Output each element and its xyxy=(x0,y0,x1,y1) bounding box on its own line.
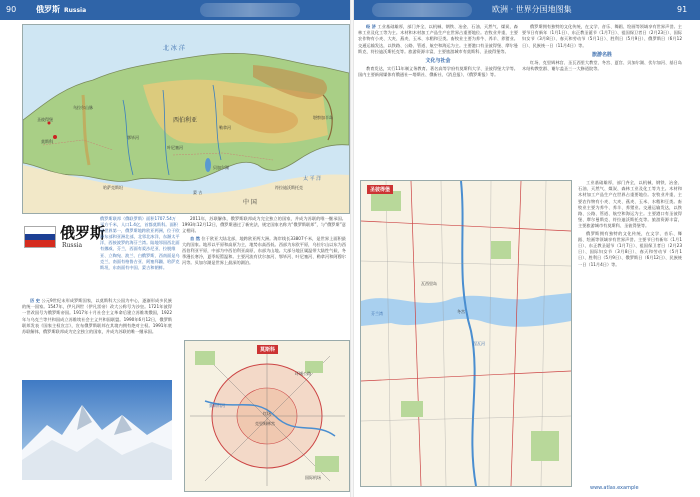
left-page-title xyxy=(36,4,86,17)
sidebar-text-1: 工业基础雄厚，部门齐全，以机械、钢铁、冶金、石油、天然气、煤炭、森林工业及化工等为主。木材和木材加工产品生产在世界占重要地位。农牧业并重，主要农作物有小麦、大麦、燕麦、玉米、水稻和豆类。畜牧业主要为养牛、养羊、养猪业。交通运输发达，以铁路、公路、管道、航空和海运为主。主要港口有圣彼得堡、摩尔曼斯克、符拉迪沃斯托克等。旅游资源丰富，主要旅游城市有莫斯科、圣彼得堡等。 xyxy=(578,180,682,229)
moscow-label-kremlin[interactable]: 克里姆林宫 xyxy=(255,421,275,426)
stpete-label-vasilievsky[interactable]: 瓦西里岛 xyxy=(421,281,437,286)
map-label-kazakhstan: 哈萨克斯坦 xyxy=(103,185,123,190)
map-label-mongolia: 蒙 古 xyxy=(193,190,203,195)
right-sidebar-text xyxy=(578,180,682,480)
moscow-region-map[interactable] xyxy=(184,340,350,492)
country-name-en: Russia xyxy=(62,242,83,249)
header-world-map-decoration-right xyxy=(372,3,472,17)
right-page-number: 91 xyxy=(677,5,688,14)
moscow-map-title: 莫斯科 xyxy=(257,345,278,354)
moscow-label-red-square[interactable]: 红场 xyxy=(263,411,271,416)
map-label-st-petersburg[interactable]: 圣彼得堡 xyxy=(37,117,53,122)
stpete-label-neva: 涅瓦河 xyxy=(473,341,485,346)
left-text-column-1 xyxy=(22,298,172,378)
left-text-column-2 xyxy=(182,216,346,286)
economy-text: 工业基础雄厚，部门齐全，以机械、钢铁、冶金、石油、天然气、煤炭、森林工业及化工等为主。木材和木材加工产品生产在世界占重要地位。农牧业并重，主要农作物有小麦、大麦、燕麦、玉米、水稻和豆类。畜牧业主要为养牛、养羊、养猪业。交通运输发达，以铁路、公路、管道、航空和海运为主。主要港口有圣彼得堡、摩尔曼斯克、符拉迪沃斯托克等。旅游资源丰富，主要旅游城市有莫斯科、圣彼得堡等。 xyxy=(358,24,518,54)
tourism-text: 红场、克里姆林宫、圣瓦西里大教堂、冬宫、夏宫、贝加尔湖、伏尔加河、基日岛木结构教堂群、谢尔盖圣三一大修道院等。 xyxy=(522,60,682,72)
left-page-number: 90 xyxy=(6,5,17,14)
country-infobox: 俄罗斯联邦（俄联罗斯）面积1707.54万平方千米，人口1.4亿，首都莫斯科。面积居世界第一，俄罗斯地跨欧亚两洲，位于欧洲东部和亚洲北部，北邻北冰洋，东濒太平洋，西接波罗的海芬兰湾。陆地邻国西北面有挪威、芬兰，西面有爱沙尼亚、拉脱维亚、立陶宛、波兰、白俄罗斯，西南面是乌克兰，南面有格鲁吉亚、阿塞拜疆、哈萨克斯坦，东南面有中国、蒙古和朝鲜。 xyxy=(100,216,180,270)
map-label-kamchatka: 堪察加半岛 xyxy=(313,115,333,120)
title-cn: 俄罗斯 xyxy=(36,5,60,14)
book-gutter xyxy=(350,0,354,497)
russia-physical-map[interactable] xyxy=(22,24,350,214)
nature-text: 位于欧亚大陆北部，地跨欧亚两大洲。海岸线长33807千米，是世界上面积最大的国家。地形以平原和高原为主，地势东高西低。西部为东欧平原，乌拉尔山以东为西西伯利亚平原，中部为中西伯利亚高原，东部为山地。大部分地区属温带大陆性气候，冬季漫长寒冷，夏季短暂温和。主要河流有伏尔加河、鄂毕河、叶尼塞河、勒拿河和阿穆尔河等。贝加尔湖是世界上最深的湖泊。 xyxy=(182,235,346,266)
st-petersburg-map-title: 圣彼得堡 xyxy=(367,185,393,194)
right-section-title: 欧洲 · 世界分国地图集 xyxy=(492,5,572,14)
map-label-urals: 乌拉尔山脉 xyxy=(73,105,93,110)
caucasus-mountain-image xyxy=(22,380,172,480)
mountain-photo xyxy=(22,380,172,480)
history-lead: 历 史 xyxy=(30,298,41,303)
culture-subheading: 文化与社会 xyxy=(425,58,451,65)
stpete-label-winter-palace[interactable]: 冬宫 xyxy=(457,309,465,314)
header-world-map-decoration xyxy=(200,3,300,17)
economy-lead: 经 济 xyxy=(366,24,377,29)
map-label-moscow[interactable]: 莫斯科 xyxy=(41,139,53,144)
culture-text: 教育发达，实行11年制义务教育。著名高等学府有莫斯科大学、圣彼得堡大学等。国内主要新闻媒体有俄通社—塔斯社、俄新社、《消息报》、《俄罗斯报》等。 xyxy=(358,66,518,78)
right-text-column-2 xyxy=(522,24,682,174)
st-petersburg-map-graphic xyxy=(361,181,571,486)
sidebar-text-2: 俄罗斯拥有独特的文化传统，在文学、音乐、舞蹈、绘画等领域享有世界声誉。主要节日有新年（1月1日）、东正教圣诞节（1月7日）、祖国保卫者日（2月23日）、国际妇女节（3月8日）、春天和劳动节（5月1日）、胜利日（5月9日）、俄罗斯日（6月12日）、民族统一日（11月4日）等。 xyxy=(578,230,682,267)
country-name: 俄罗斯 xyxy=(60,224,106,242)
moscow-label-ring-road: 环城公路 xyxy=(295,371,311,376)
right-page-header xyxy=(352,0,700,20)
map-label-siberia: 西伯利亚 xyxy=(173,117,198,124)
title-en: Russia xyxy=(64,7,87,14)
map-label-ob-river: 鄂毕河 xyxy=(127,135,139,140)
map-label-pacific: 太 平 洋 xyxy=(303,176,322,182)
russia-flag xyxy=(24,226,56,248)
map-label-vladivostok[interactable]: 符拉迪沃斯托克 xyxy=(275,185,303,190)
history-text: 公元9世纪末形成罗斯国家，以莫斯科大公国为中心，逐渐形成多民族的统一国家。1547年，伊凡四世（伊凡雷帝）改大公称号为沙皇。1721年彼得一世改国号为俄罗斯帝国。1917年十月社会主义革命后建立苏维埃俄国，1922年与乌克兰等共和国成立苏维埃社会主义共和国联盟。1990年6月12日，俄罗斯联邦发表《国家主权宣言》，宣布俄罗斯联邦在其境内拥有绝对主权。1991年底苏联解体，俄罗斯联邦成为完全独立的国家，并成为苏联的唯一继承国。 xyxy=(22,298,172,335)
map-label-lena: 勒拿河 xyxy=(219,125,231,130)
right-text-column-1 xyxy=(358,24,518,174)
map-label-yenisei: 叶尼塞河 xyxy=(167,145,183,150)
st-petersburg-city-map[interactable] xyxy=(360,180,572,487)
left-page-header xyxy=(0,0,352,20)
map-label-china: 中 国 xyxy=(243,199,257,206)
moscow-label-airport[interactable]: 国际机场 xyxy=(305,475,321,480)
moscow-label-river: 莫斯科河 xyxy=(209,403,225,408)
map-label-lake-baikal: 贝加尔湖 xyxy=(213,165,229,170)
nature-lead: 自 然 xyxy=(190,235,200,241)
independence-text: 2011年，苏联解体，俄罗斯联邦成为完全独立的国家，并成为苏联的唯一继承国。1993年12月12日，俄罗斯通过了新宪法，规定国家名称为“俄罗斯联邦”，与“俄罗斯”意义相同。 xyxy=(182,216,346,234)
festivals-text: 俄罗斯拥有独特的文化传统，在文学、音乐、舞蹈、绘画等领域享有世界声誉。主要节日有新年（1月1日）、东正教圣诞节（1月7日）、祖国保卫者日（2月23日）、国际妇女节（3月8日）、春天和劳动节（5月1日）、胜利日（5月9日）、俄罗斯日（6月12日）、民族统一日（11月4日）等。 xyxy=(522,24,682,48)
footer-link[interactable]: www.atlas.example xyxy=(590,485,639,491)
stpete-label-gulf: 芬兰湾 xyxy=(371,311,383,316)
tourism-subheading: 旅游名胜 xyxy=(591,51,612,58)
map-label-arctic-ocean: 北 冰 洋 xyxy=(163,45,185,52)
